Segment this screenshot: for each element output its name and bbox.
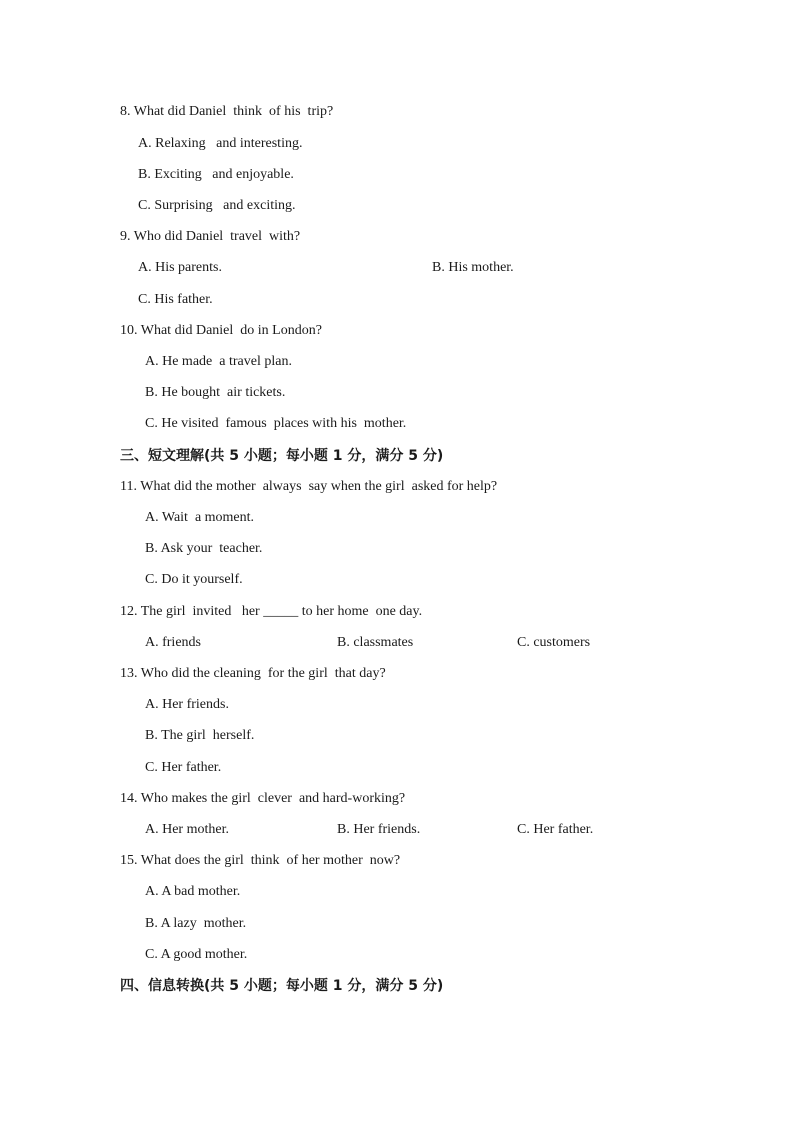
q9-option-a: A. His parents.: [138, 260, 222, 275]
q8-option-c: C. Surprising and exciting.: [138, 198, 296, 213]
q11-option-c: C. Do it yourself.: [145, 572, 243, 587]
section-3-heading: 三、短文理解(共 5 小题；每小题 1 分，满分 5 分): [120, 448, 444, 464]
section-4-heading: 四、信息转换(共 5 小题；每小题 1 分，满分 5 分): [120, 978, 444, 994]
q8-option-b: B. Exciting and enjoyable.: [138, 167, 294, 182]
q9-option-b: B. His mother.: [432, 260, 514, 275]
q11-option-b: B. Ask your teacher.: [145, 541, 263, 556]
q13-option-a: A. Her friends.: [145, 697, 229, 712]
q8-option-a: A. Relaxing and interesting.: [138, 136, 303, 151]
q13-option-b: B. The girl herself.: [145, 728, 255, 743]
q10-option-a: A. He made a travel plan.: [145, 354, 292, 369]
q10-option-b: B. He bought air tickets.: [145, 385, 286, 400]
question-15: 15. What does the girl think of her mother now?: [120, 853, 401, 868]
q15-option-a: A. A bad mother.: [145, 884, 241, 899]
question-11: 11. What did the mother always say when the girl asked for help?: [120, 479, 498, 494]
question-10: 10. What did Daniel do in London?: [120, 323, 322, 338]
question-8: 8. What did Daniel think of his trip?: [120, 104, 334, 119]
question-9: 9. Who did Daniel travel with?: [120, 229, 301, 244]
q14-option-a: A. Her mother.: [145, 822, 229, 837]
q12-option-c: C. customers: [517, 635, 591, 650]
question-13: 13. Who did the cleaning for the girl that day?: [120, 666, 386, 681]
q14-option-b: B. Her friends.: [337, 822, 421, 837]
q12-option-b: B. classmates: [337, 635, 414, 650]
q9-option-c: C. His father.: [138, 292, 213, 307]
q15-option-c: C. A good mother.: [145, 947, 248, 962]
question-14: 14. Who makes the girl clever and hard-working?: [120, 791, 406, 806]
q15-option-b: B. A lazy mother.: [145, 916, 247, 931]
question-12: 12. The girl invited her _____ to her home one day.: [120, 604, 423, 619]
q13-option-c: C. Her father.: [145, 760, 222, 775]
q14-option-c: C. Her father.: [517, 822, 594, 837]
q12-option-a: A. friends: [145, 635, 201, 650]
q11-option-a: A. Wait a moment.: [145, 510, 255, 525]
q10-option-c: C. He visited famous places with his mother.: [145, 416, 407, 431]
